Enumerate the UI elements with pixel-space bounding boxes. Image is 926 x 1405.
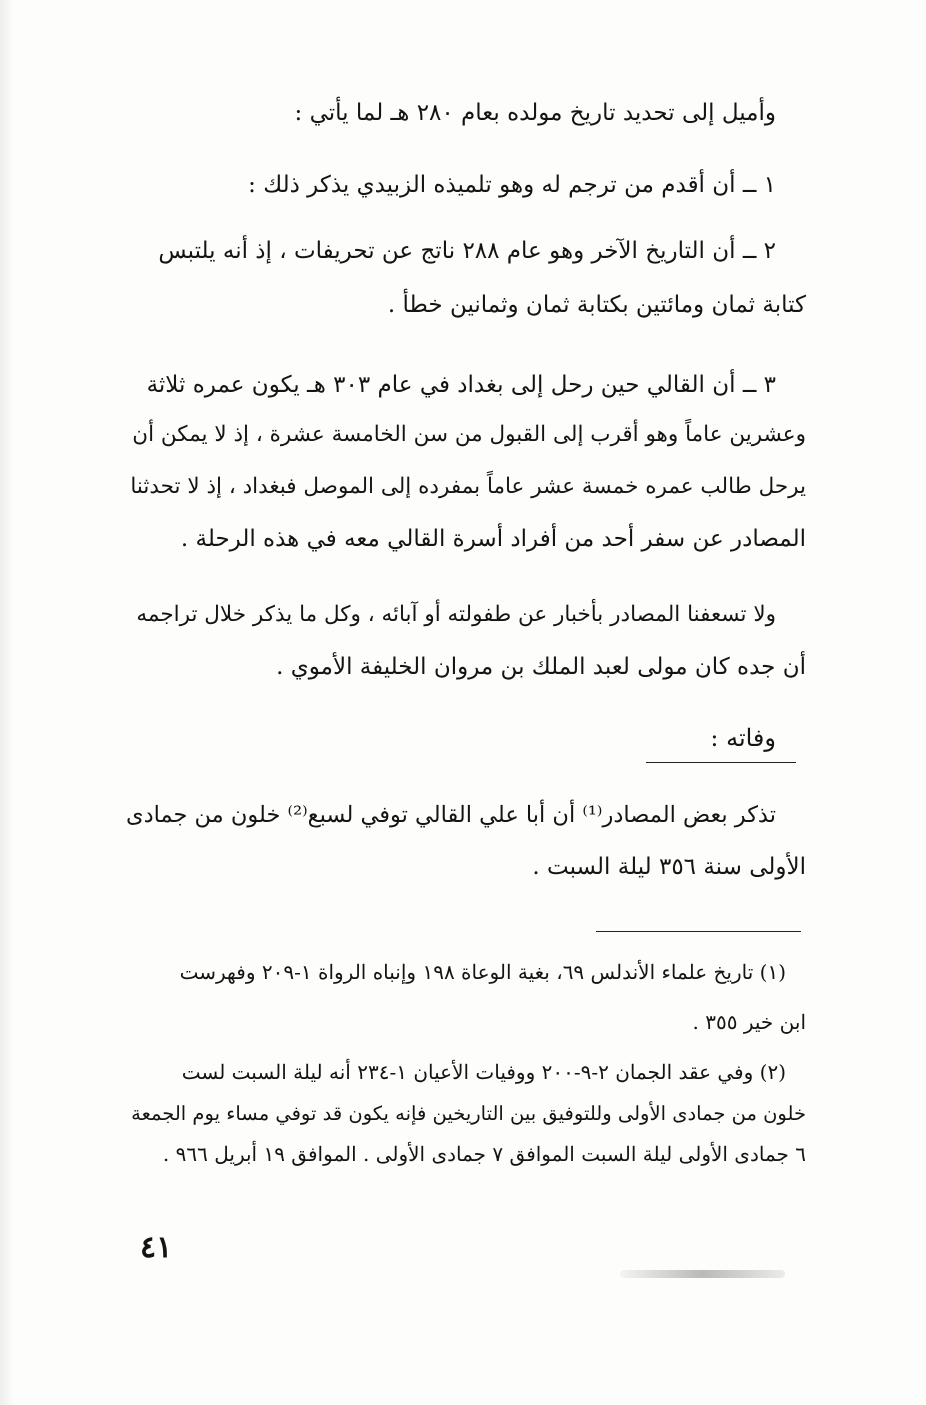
body-line-2: ١ ــ أن أقدم من ترجم له وهو تلميذه الزبيدي يذكر ذلك :	[248, 172, 776, 198]
heading-underline	[646, 762, 796, 763]
body-line-10: أن جده كان مولى لعبد الملك بن مروان الخليفة الأموي .	[276, 654, 806, 680]
section-heading: وفاته :	[710, 724, 776, 752]
body-line-1: وأميل إلى تحديد تاريخ مولده بعام ٢٨٠ هـ لما يأتي :	[294, 100, 776, 126]
footnote-2-line-3: ٦ جمادى الأولى ليلة السبت الموافق ٧ جمادى الأولى . الموافق ١٩ أبريل ٩٦٦ .	[162, 1142, 806, 1166]
page-number: ٤١	[140, 1230, 173, 1265]
body-line-4: كتابة ثمان ومائتين بكتابة ثمان وثمانين خطأ .	[387, 292, 806, 318]
body-line-11: تذكر بعض المصادر⁽¹⁾ أن أبا علي القالي توفي لسبع⁽²⁾ خلون من جمادى	[126, 802, 776, 828]
footnote-1-line-1: (١) تاريخ علماء الأندلس ٦٩، بغية الوعاة ١٩٨ وإنباه الرواة ١-٢٠٩ وفهرست	[179, 960, 786, 984]
body-line-3: ٢ ــ أن التاريخ الآخر وهو عام ٢٨٨ ناتج عن تحريفات ، إذ أنه يلتبس	[158, 238, 776, 264]
body-line-12: الأولى سنة ٣٥٦ ليلة السبت .	[532, 854, 806, 880]
footnote-1-line-2: ابن خير ٣٥٥ .	[692, 1010, 806, 1034]
scan-smudge	[620, 1270, 785, 1278]
body-line-5: ٣ ــ أن القالي حين رحل إلى بغداد في عام ٣٠٣ هـ يكون عمره ثلاثة	[146, 372, 776, 398]
page-edge-shadow	[0, 0, 14, 1405]
footnote-2-line-1: (٢) وفي عقد الجمان ٢-٩-٢٠٠ ووفيات الأعيان ١-٢٣٤ أنه ليلة السبت لست	[181, 1060, 786, 1084]
body-line-8: المصادر عن سفر أحد من أفراد أسرة القالي معه في هذه الرحلة .	[180, 526, 806, 552]
body-line-6: وعشرين عاماً وهو أقرب إلى القبول من سن الخامسة عشرة ، إذ لا يمكن أن	[132, 422, 806, 447]
body-line-9: ولا تسعفنا المصادر بأخبار عن طفولته أو آبائه ، وكل ما يذكر خلال تراجمه	[136, 602, 776, 627]
footnote-separator	[596, 931, 801, 932]
footnote-2-line-2: خلون من جمادى الأولى وللتوفيق بين التاريخين فإنه يكون قد توفي مساء يوم الجمعة	[131, 1102, 806, 1125]
body-line-7: يرحل طالب عمره خمسة عشر عاماً بمفرده إلى الموصل فبغداد ، إذ لا تحدثنا	[130, 474, 806, 499]
